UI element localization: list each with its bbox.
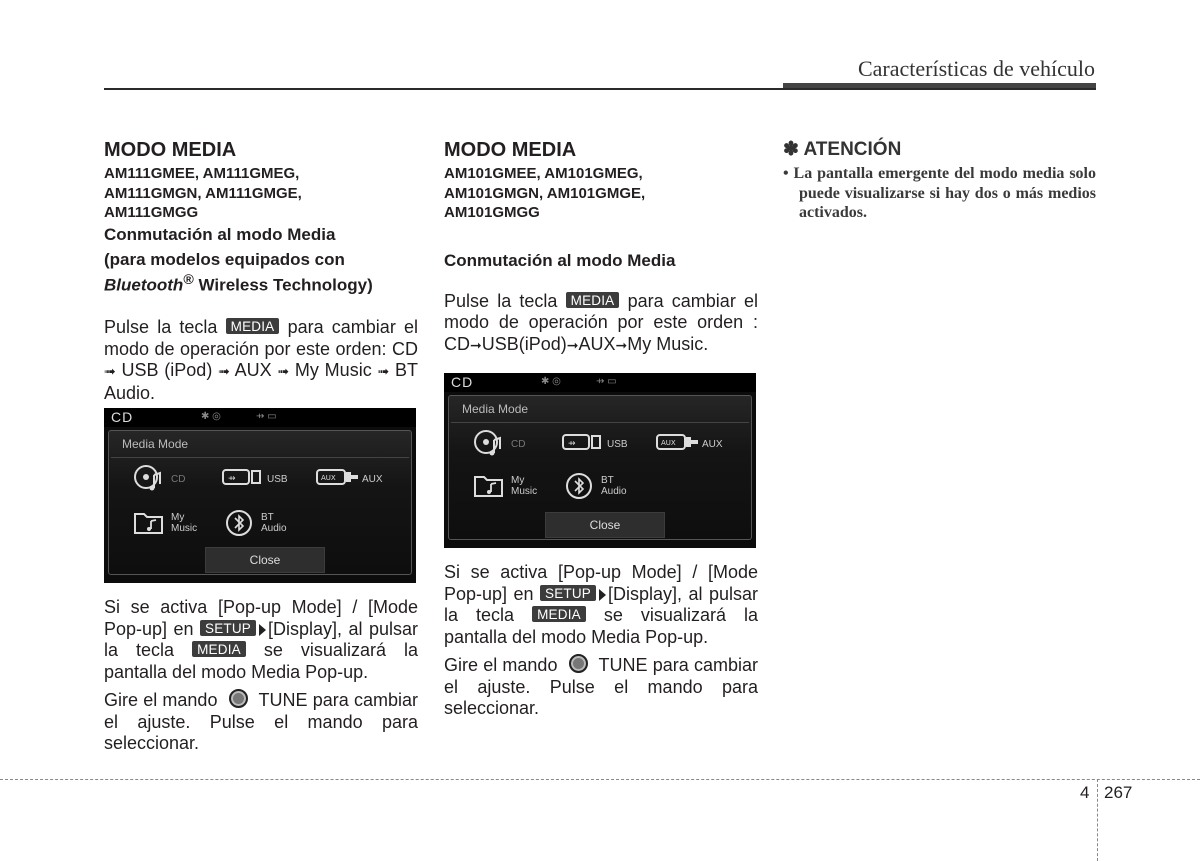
paragraph-tune bbox=[104, 689, 418, 755]
aux-plug-label: AUX bbox=[321, 474, 336, 482]
text: Audio bbox=[261, 523, 287, 534]
media-key: MEDIA bbox=[532, 606, 586, 622]
attention-box bbox=[783, 138, 1096, 223]
popup-title: Media Mode bbox=[122, 437, 189, 451]
aux-label: AUX bbox=[702, 439, 723, 450]
column-2 bbox=[444, 138, 758, 356]
paragraph-media-order bbox=[104, 317, 418, 404]
text: se visualizará la pantalla del modo Media Pop-up. bbox=[104, 640, 418, 682]
model-code-line: AM101GMEE, AM101GMEG, bbox=[444, 165, 643, 182]
text: My bbox=[511, 475, 525, 486]
condition-text: Wireless Technology) bbox=[193, 275, 373, 295]
close-button[interactable]: Close bbox=[545, 512, 665, 538]
media-mode-screenshot bbox=[104, 408, 416, 583]
folder-music-icon bbox=[473, 472, 505, 498]
text: Gire el mando bbox=[104, 690, 223, 710]
paragraph-tune bbox=[444, 654, 758, 720]
section-title: MODO MEDIA bbox=[104, 139, 237, 161]
running-header: Características de vehículo bbox=[857, 56, 1095, 81]
media-mode-popup bbox=[108, 430, 412, 575]
text: Gire el mando bbox=[444, 655, 563, 675]
arrow-icon: ➞ bbox=[470, 336, 482, 353]
aux-icon bbox=[316, 468, 360, 486]
subsection-title: Conmutación al modo Media bbox=[444, 250, 676, 270]
text: para cambiar el modo de operación por este orden : CD bbox=[444, 290, 759, 354]
usb-label: USB bbox=[607, 439, 628, 450]
chapter-number: 4 bbox=[1080, 783, 1090, 802]
setup-key: SETUP bbox=[540, 585, 596, 601]
svg-text:⇸: ⇸ bbox=[568, 439, 576, 449]
media-mode-screenshot bbox=[444, 373, 756, 548]
text: se visualizará la pantalla del modo Media Pop-up. bbox=[444, 605, 758, 647]
tune-knob-icon bbox=[569, 654, 588, 673]
subsection-condition bbox=[104, 249, 418, 296]
text: AUX bbox=[229, 360, 278, 381]
attention-note: • La pantalla emergente del modo media solo puede visualizarse si hay dos o más medios activados. bbox=[783, 165, 1096, 221]
text: Music bbox=[511, 486, 538, 497]
column-2-lower bbox=[444, 562, 758, 720]
text: TUNE para cambiar el ajuste. Pulse el mando para seleccionar. bbox=[444, 655, 758, 718]
my-music-label bbox=[511, 475, 537, 497]
arrow-icon: ➞ bbox=[615, 336, 628, 353]
paragraph-media-order bbox=[444, 291, 758, 357]
text: USB (iPod) bbox=[115, 360, 219, 381]
text: Music bbox=[171, 523, 198, 534]
section-title: MODO MEDIA bbox=[444, 139, 577, 161]
play-triangle-icon bbox=[599, 589, 606, 601]
model-code-line: AM101GMGG bbox=[444, 204, 540, 221]
popup-title: Media Mode bbox=[462, 402, 529, 416]
column-1-lower bbox=[104, 597, 418, 755]
column-1 bbox=[104, 138, 418, 404]
setup-key: SETUP bbox=[200, 620, 256, 636]
text: Pulse la tecla bbox=[444, 290, 566, 311]
status-bar bbox=[104, 408, 416, 427]
popup-divider bbox=[451, 422, 749, 423]
aux-label: AUX bbox=[362, 474, 383, 485]
text: Si se activa [Pop-up Mode] / [Mode Pop-up] en bbox=[104, 597, 418, 639]
status-bar bbox=[444, 373, 756, 392]
footer-divider bbox=[1097, 779, 1098, 861]
text: Pulse la tecla bbox=[104, 317, 226, 338]
bluetooth-icon bbox=[565, 472, 593, 500]
aux-plug-label: AUX bbox=[661, 439, 676, 447]
usb-status-icon: ⇸ ▭ bbox=[596, 376, 617, 387]
condition-text: (para modelos equipados con bbox=[104, 249, 345, 269]
cd-icon bbox=[131, 463, 165, 493]
page-number: 267 bbox=[1104, 783, 1133, 802]
attention-title: ✽ ATENCIÓN bbox=[783, 139, 902, 160]
media-mode-popup bbox=[448, 395, 752, 540]
text: [Display], al pulsar la tecla bbox=[444, 583, 758, 625]
usb-icon bbox=[222, 468, 262, 486]
popup-divider bbox=[111, 457, 409, 458]
cd-icon bbox=[471, 428, 505, 458]
text: Audio bbox=[601, 486, 627, 497]
close-button[interactable]: Close bbox=[205, 547, 325, 573]
arrow-icon: ➟ bbox=[377, 363, 390, 380]
bt-audio-label bbox=[261, 512, 287, 534]
usb-icon bbox=[562, 433, 602, 451]
my-music-label bbox=[171, 512, 197, 534]
text: My Music bbox=[289, 360, 378, 381]
model-code-line: AM111GMGN, AM111GMGE, bbox=[104, 184, 302, 202]
folder-music-icon bbox=[133, 509, 165, 535]
play-triangle-icon bbox=[259, 624, 266, 636]
subsection-title: Conmutación al modo Media bbox=[104, 224, 336, 244]
text: BT bbox=[601, 475, 614, 486]
text: BT bbox=[261, 512, 274, 523]
source-label: CD bbox=[451, 374, 474, 390]
model-code-line: AM101GMGN, AM101GMGE, bbox=[444, 184, 646, 202]
model-code-line: AM111GMEE, AM111GMEG, bbox=[104, 165, 300, 182]
text: [Display], al pulsar la tecla bbox=[104, 618, 418, 660]
cd-label: CD bbox=[511, 439, 526, 450]
text: TUNE para cambiar el ajuste. Pulse el mando para seleccionar. bbox=[104, 690, 418, 753]
usb-status-icon: ⇸ ▭ bbox=[256, 411, 277, 422]
media-key: MEDIA bbox=[192, 641, 246, 657]
aux-icon bbox=[656, 433, 700, 451]
registered-mark: ® bbox=[183, 271, 194, 288]
bt-audio-label bbox=[601, 475, 627, 497]
media-key: MEDIA bbox=[226, 318, 280, 334]
footer-rule bbox=[0, 779, 1200, 780]
arrow-icon: ➞ bbox=[566, 336, 579, 353]
svg-text:⇸: ⇸ bbox=[228, 474, 236, 484]
header-rule bbox=[104, 88, 1096, 90]
text: BT Audio. bbox=[104, 360, 418, 403]
text: My bbox=[171, 512, 185, 523]
arrow-icon: ➟ bbox=[218, 363, 230, 380]
text: Si se activa [Pop-up Mode] / [Mode Pop-up] en bbox=[444, 562, 758, 604]
arrow-icon: ➟ bbox=[277, 363, 290, 380]
bluetooth-status-icon: ✱ ◎ bbox=[541, 376, 561, 387]
arrow-icon: ➟ bbox=[104, 363, 116, 380]
model-codes bbox=[444, 164, 758, 223]
usb-label: USB bbox=[267, 474, 288, 485]
text: para cambiar el modo de operación por este orden: CD bbox=[104, 317, 419, 359]
bluetooth-brand: Bluetooth bbox=[104, 275, 184, 295]
tune-knob-icon bbox=[229, 689, 248, 708]
bluetooth-status-icon: ✱ ◎ bbox=[201, 411, 221, 422]
text: My Music. bbox=[627, 333, 709, 354]
paragraph-popup bbox=[444, 562, 758, 648]
cd-label: CD bbox=[171, 474, 186, 485]
paragraph-popup bbox=[104, 597, 418, 683]
text: AUX bbox=[578, 333, 616, 354]
media-key: MEDIA bbox=[566, 292, 620, 308]
text: USB(iPod) bbox=[481, 333, 567, 354]
model-code-line: AM111GMGG bbox=[104, 204, 199, 221]
source-label: CD bbox=[111, 409, 134, 425]
model-codes bbox=[104, 164, 418, 223]
bluetooth-icon bbox=[225, 509, 253, 537]
